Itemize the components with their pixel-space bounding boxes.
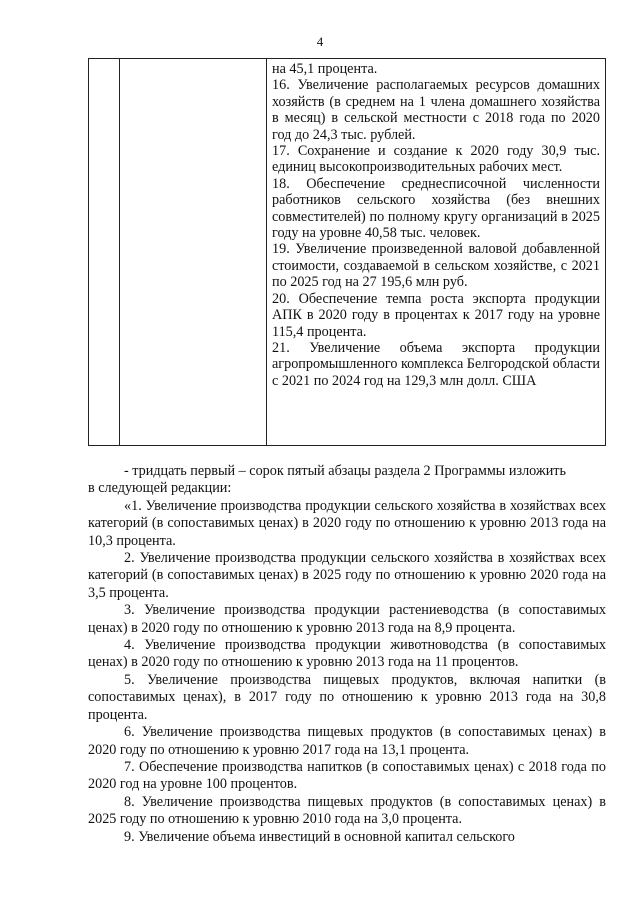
indicators-table <box>88 58 606 446</box>
paragraph-1: «1. Увеличение производства продукции сельского хозяйства в хозяйствах всех категорий (в сопоставимых ценах) в 2020 году по отношению к уровню 2013 года на 10,3 процента. <box>88 497 606 549</box>
table-item-19: 19. Увеличение произведенной валовой добавленной стоимости, создаваемой в сельском хозяйстве, с 2021 по 2025 год на 27 195,6 млн руб. <box>272 241 600 291</box>
paragraph-8: 8. Увеличение производства пищевых продуктов (в сопоставимых ценах) в 2025 году по отношению к уровню 2010 года на 3,0 процента. <box>88 793 606 828</box>
table-item-16: 16. Увеличение располагаемых ресурсов домашних хозяйств (в среднем на 1 члена домашнего хозяйства в месяц) в сельской местности с 2018 года по 2020 год до 24,3 тыс. рублей. <box>272 77 600 143</box>
table-cell-number <box>89 59 120 446</box>
paragraph-2: 2. Увеличение производства продукции сельского хозяйства в хозяйствах всех категорий (в сопоставимых ценах) в 2025 году по отношению к уровню 2020 года на 3,5 процента. <box>88 550 606 601</box>
table-item-17: 17. Сохранение и создание к 2020 году 30,9 тыс. единиц высокопроизводительных рабочих мест. <box>272 143 600 176</box>
document-body <box>88 463 606 846</box>
intro-line: - тридцать первый – сорок пятый абзацы раздела 2 Программы изложить <box>124 463 566 479</box>
paragraph-7: 7. Обеспечение производства напитков (в сопоставимых ценах) с 2018 года по 2020 год на уровне 100 процентов. <box>88 758 606 793</box>
page-number: 4 <box>316 34 324 49</box>
paragraph-9: 9. Увеличение объема инвестиций в основной капитал сельского <box>124 828 515 845</box>
table-item-21: 21. Увеличение объема экспорта продукции агропромышленного комплекса Белгородской области с 2021 по 2024 год на 129,3 млн долл. США <box>272 339 601 389</box>
paragraph-5: 5. Увеличение производства пищевых продуктов, включая напитки (в сопоставимых ценах), в 2017 году по отношению к уровню 2013 года на 30,8 процента. <box>88 671 606 723</box>
paragraph-3: 3. Увеличение производства продукции растениеводства (в сопоставимых ценах) в 2020 году по отношению к уровню 2013 года на 8,9 процента. <box>88 602 606 636</box>
table-item-18: 18. Обеспечение среднесписочной численности работников сельского хозяйства (без внешних совместителей) по полному кругу организаций в 2025 году на уровне 40,58 тыс. человек. <box>272 175 600 242</box>
table-continued-line: на 45,1 процента. <box>272 61 378 77</box>
table-cell-name <box>120 59 267 446</box>
paragraph-4: 4. Увеличение производства продукции животноводства (в сопоставимых ценах) в 2020 году по отношению к уровню 2013 года на 11 процентов. <box>88 637 606 671</box>
table-cell-indicators <box>267 59 606 446</box>
table-row <box>89 59 606 446</box>
paragraph-6: 6. Увеличение производства пищевых продуктов (в сопоставимых ценах) в 2020 году по отношению к уровню 2017 года на 13,1 процента. <box>88 724 606 758</box>
intro-line-cont: в следующей редакции: <box>88 480 232 497</box>
table-item-20: 20. Обеспечение темпа роста экспорта продукции АПК в 2020 году в процентах к 2017 году на уровне 115,4 процента. <box>272 290 600 340</box>
